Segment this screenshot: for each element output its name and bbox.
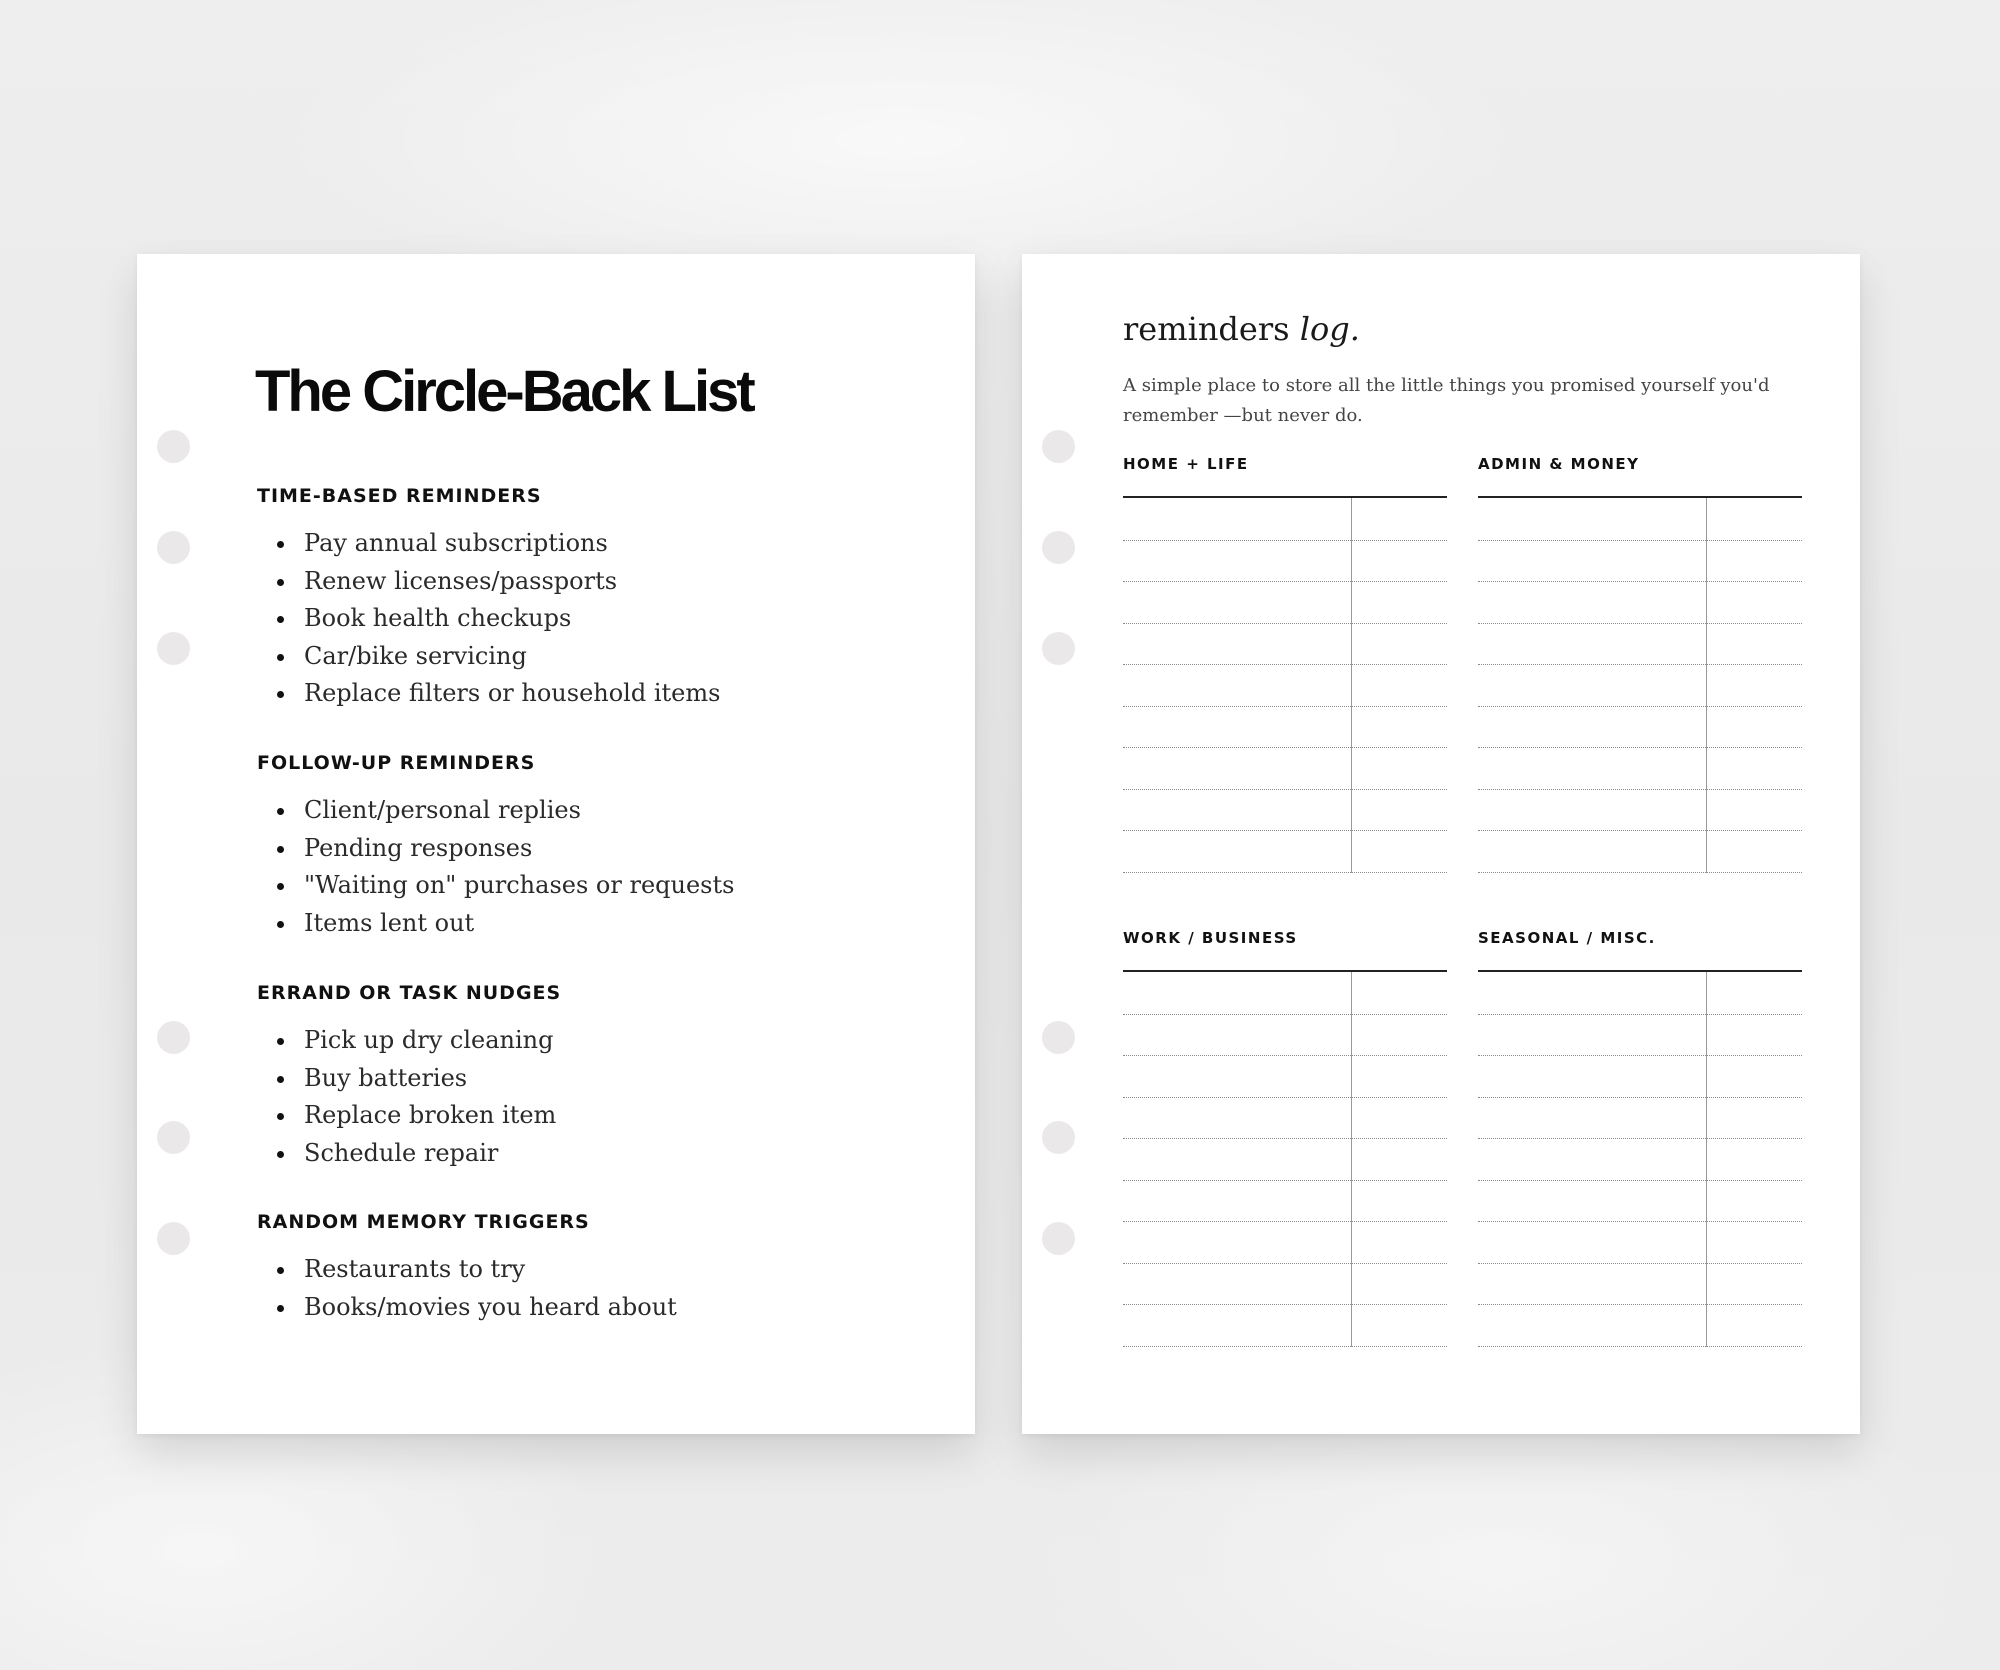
ruled-line [1478, 1263, 1802, 1264]
ruled-line [1478, 1055, 1802, 1056]
ruled-line [1123, 706, 1447, 707]
block-title: SEASONAL / MISC. [1478, 929, 1656, 947]
lined-table[interactable] [1478, 970, 1802, 1347]
column-divider [1706, 498, 1707, 873]
page-title: The Circle-Back List [255, 359, 753, 424]
log-block-admin-money [1478, 454, 1802, 474]
ruled-line [1478, 872, 1802, 873]
log-block-work-business [1123, 928, 1447, 948]
ruled-line [1123, 1014, 1447, 1015]
log-block-home-life [1123, 454, 1447, 474]
ruled-line [1478, 1346, 1802, 1347]
log-title [1123, 310, 1360, 348]
ruled-line [1478, 1097, 1802, 1098]
list-item: Replace broken item [257, 1097, 917, 1135]
ruled-line [1123, 664, 1447, 665]
ruled-line [1123, 1138, 1447, 1139]
column-divider [1351, 972, 1352, 1347]
ruled-line [1478, 1014, 1802, 1015]
ruled-line [1123, 581, 1447, 582]
list-item: Pending responses [257, 830, 917, 868]
ruled-line [1478, 1138, 1802, 1139]
bullet-list [257, 1022, 917, 1172]
ruled-line [1478, 664, 1802, 665]
binder-hole [157, 531, 190, 564]
ruled-line [1123, 830, 1447, 831]
binder-hole [1042, 1121, 1075, 1154]
log-title-italic: log. [1299, 310, 1360, 348]
ruled-line [1123, 623, 1447, 624]
binder-hole [1042, 1021, 1075, 1054]
ruled-line [1123, 747, 1447, 748]
ruled-line [1123, 1180, 1447, 1181]
list-item: Pick up dry cleaning [257, 1022, 917, 1060]
ruled-line [1123, 1055, 1447, 1056]
list-item: Client/personal replies [257, 792, 917, 830]
list-item: Renew licenses/passports [257, 563, 917, 601]
binder-hole [157, 1121, 190, 1154]
binder-hole [1042, 632, 1075, 665]
bullet-list [257, 792, 917, 942]
binder-hole [157, 632, 190, 665]
list-item: Books/movies you heard about [257, 1289, 917, 1327]
list-item: Replace filters or household items [257, 675, 917, 713]
ruled-line [1478, 1304, 1802, 1305]
column-divider [1706, 972, 1707, 1347]
ruled-line [1478, 540, 1802, 541]
log-block-seasonal-misc [1478, 928, 1802, 948]
binder-hole [157, 1222, 190, 1255]
ruled-line [1123, 872, 1447, 873]
log-title-plain: reminders [1123, 310, 1300, 348]
log-description: A simple place to store all the little things you promised yourself you'd remember —but never do. [1123, 375, 1770, 426]
ruled-line [1478, 706, 1802, 707]
list-item: Pay annual subscriptions [257, 525, 917, 563]
section-follow-up [257, 752, 917, 942]
section-heading: FOLLOW-UP REMINDERS [257, 752, 536, 774]
binder-hole [157, 1021, 190, 1054]
section-errand-nudges [257, 982, 917, 1172]
section-heading: TIME-BASED REMINDERS [257, 485, 542, 507]
ruled-line [1123, 1304, 1447, 1305]
ruled-line [1123, 540, 1447, 541]
ruled-line [1478, 581, 1802, 582]
binder-hole [1042, 531, 1075, 564]
ruled-line [1478, 789, 1802, 790]
ruled-line [1123, 1263, 1447, 1264]
left-page [137, 254, 975, 1434]
lined-table[interactable] [1123, 496, 1447, 873]
section-memory-triggers [257, 1211, 917, 1326]
right-page [1022, 254, 1860, 1434]
block-title: HOME + LIFE [1123, 455, 1249, 473]
ruled-line [1478, 747, 1802, 748]
binder-hole [157, 430, 190, 463]
list-item: Items lent out [257, 905, 917, 943]
ruled-line [1478, 1221, 1802, 1222]
lined-table[interactable] [1123, 970, 1447, 1347]
section-time-based [257, 485, 917, 713]
section-heading: ERRAND OR TASK NUDGES [257, 982, 562, 1004]
ruled-line [1123, 789, 1447, 790]
binder-hole [1042, 430, 1075, 463]
list-item: Restaurants to try [257, 1251, 917, 1289]
list-item: "Waiting on" purchases or requests [257, 867, 917, 905]
binder-hole [1042, 1222, 1075, 1255]
column-divider [1351, 498, 1352, 873]
ruled-line [1478, 830, 1802, 831]
lined-table[interactable] [1478, 496, 1802, 873]
list-item: Book health checkups [257, 600, 917, 638]
ruled-line [1478, 1180, 1802, 1181]
section-heading: RANDOM MEMORY TRIGGERS [257, 1211, 590, 1233]
list-item: Schedule repair [257, 1135, 917, 1173]
ruled-line [1123, 1221, 1447, 1222]
block-title: ADMIN & MONEY [1478, 455, 1640, 473]
list-item: Buy batteries [257, 1060, 917, 1098]
bullet-list [257, 525, 917, 713]
block-title: WORK / BUSINESS [1123, 929, 1298, 947]
ruled-line [1123, 1097, 1447, 1098]
bullet-list [257, 1251, 917, 1326]
list-item: Car/bike servicing [257, 638, 917, 676]
ruled-line [1478, 623, 1802, 624]
ruled-line [1123, 1346, 1447, 1347]
